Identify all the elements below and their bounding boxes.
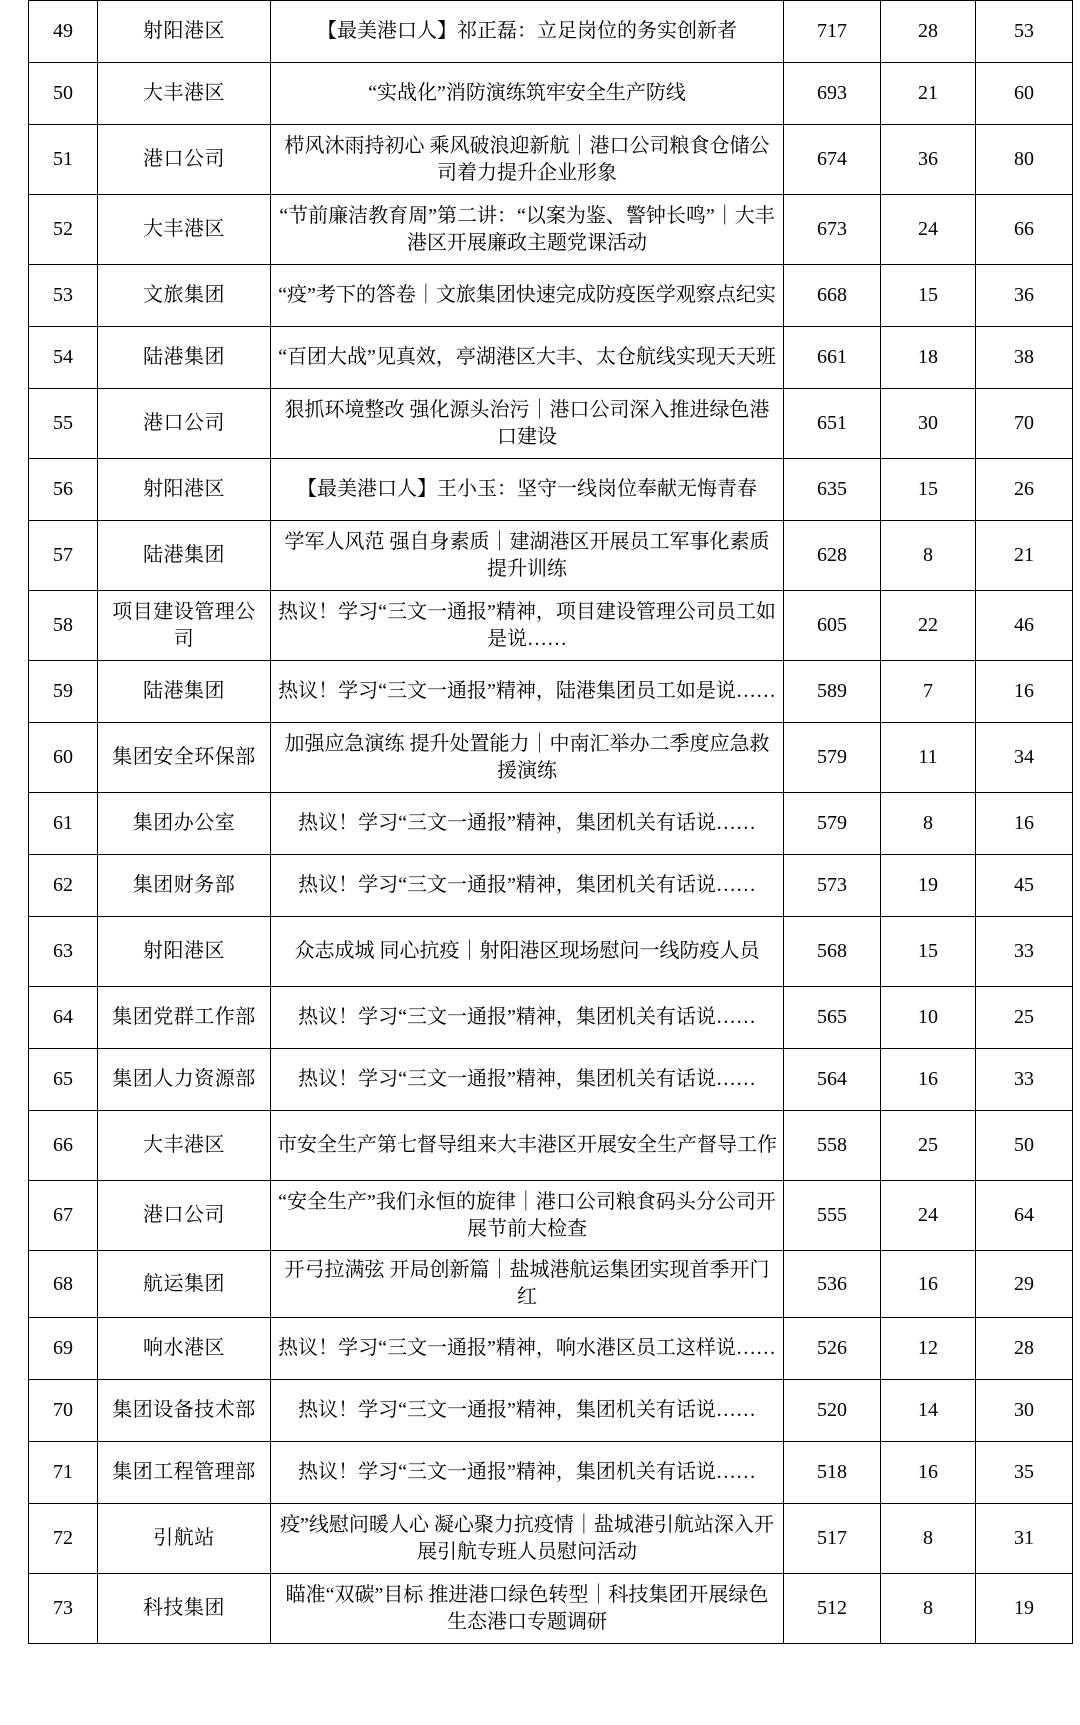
row-reads: 579 — [784, 723, 881, 793]
row-views: 33 — [976, 1049, 1073, 1111]
table-row — [29, 723, 1073, 793]
row-index: 59 — [29, 661, 98, 723]
row-department: 集团办公室 — [98, 793, 271, 855]
row-title: “节前廉洁教育周”第二讲：“以案为鉴、警钟长鸣”｜大丰港区开展廉政主题党课活动 — [271, 195, 784, 265]
table-row — [29, 591, 1073, 661]
row-department: 港口公司 — [98, 1181, 271, 1251]
row-department: 集团党群工作部 — [98, 987, 271, 1049]
row-index: 63 — [29, 917, 98, 987]
row-views: 35 — [976, 1442, 1073, 1504]
row-department: 港口公司 — [98, 389, 271, 459]
row-reads: 717 — [784, 1, 881, 63]
row-views: 28 — [976, 1318, 1073, 1380]
table-row — [29, 1251, 1073, 1318]
row-reads: 674 — [784, 125, 881, 195]
row-department: 射阳港区 — [98, 1, 271, 63]
row-department: 射阳港区 — [98, 459, 271, 521]
row-likes: 30 — [881, 389, 976, 459]
row-reads: 635 — [784, 459, 881, 521]
article-statistics-table — [28, 0, 1073, 1644]
row-title: “百团大战”见真效，亭湖港区大丰、太仓航线实现天天班 — [271, 327, 784, 389]
table-row — [29, 1504, 1073, 1574]
row-title: 【最美港口人】王小玉：坚守一线岗位奉献无悔青春 — [271, 459, 784, 521]
row-department: 集团财务部 — [98, 855, 271, 917]
row-index: 62 — [29, 855, 98, 917]
row-likes: 24 — [881, 1181, 976, 1251]
row-views: 29 — [976, 1251, 1073, 1318]
row-department: 文旅集团 — [98, 265, 271, 327]
row-views: 46 — [976, 591, 1073, 661]
row-department: 航运集团 — [98, 1251, 271, 1318]
row-index: 72 — [29, 1504, 98, 1574]
table-row — [29, 389, 1073, 459]
row-index: 68 — [29, 1251, 98, 1318]
row-views: 38 — [976, 327, 1073, 389]
row-index: 51 — [29, 125, 98, 195]
table-row — [29, 1181, 1073, 1251]
row-likes: 8 — [881, 793, 976, 855]
table-row — [29, 195, 1073, 265]
table-row — [29, 1380, 1073, 1442]
row-department: 集团工程管理部 — [98, 1442, 271, 1504]
row-likes: 28 — [881, 1, 976, 63]
row-title: 热议！学习“三文一通报”精神，集团机关有话说…… — [271, 1049, 784, 1111]
row-reads: 668 — [784, 265, 881, 327]
table-row — [29, 1, 1073, 63]
table-row — [29, 459, 1073, 521]
row-index: 49 — [29, 1, 98, 63]
row-reads: 565 — [784, 987, 881, 1049]
row-views: 70 — [976, 389, 1073, 459]
row-likes: 12 — [881, 1318, 976, 1380]
row-likes: 18 — [881, 327, 976, 389]
row-reads: 558 — [784, 1111, 881, 1181]
row-department: 陆港集团 — [98, 327, 271, 389]
row-views: 36 — [976, 265, 1073, 327]
row-reads: 518 — [784, 1442, 881, 1504]
row-department: 集团人力资源部 — [98, 1049, 271, 1111]
row-reads: 536 — [784, 1251, 881, 1318]
table-row — [29, 1049, 1073, 1111]
row-likes: 15 — [881, 265, 976, 327]
table-body — [29, 1, 1073, 1644]
row-department: 项目建设管理公司 — [98, 591, 271, 661]
row-department: 引航站 — [98, 1504, 271, 1574]
row-department: 科技集团 — [98, 1574, 271, 1644]
row-reads: 589 — [784, 661, 881, 723]
row-likes: 19 — [881, 855, 976, 917]
row-title: 热议！学习“三文一通报”精神，集团机关有话说…… — [271, 793, 784, 855]
table-row — [29, 1442, 1073, 1504]
row-index: 56 — [29, 459, 98, 521]
row-views: 34 — [976, 723, 1073, 793]
row-reads: 661 — [784, 327, 881, 389]
row-title: 热议！学习“三文一通报”精神，响水港区员工这样说…… — [271, 1318, 784, 1380]
row-title: “实战化”消防演练筑牢安全生产防线 — [271, 63, 784, 125]
row-likes: 24 — [881, 195, 976, 265]
row-likes: 36 — [881, 125, 976, 195]
row-index: 52 — [29, 195, 98, 265]
row-likes: 16 — [881, 1049, 976, 1111]
row-title: “疫”考下的答卷｜文旅集团快速完成防疫医学观察点纪实 — [271, 265, 784, 327]
row-department: 大丰港区 — [98, 63, 271, 125]
row-reads: 517 — [784, 1504, 881, 1574]
row-likes: 8 — [881, 521, 976, 591]
table-row — [29, 1318, 1073, 1380]
row-title: 热议！学习“三文一通报”精神，集团机关有话说…… — [271, 1380, 784, 1442]
row-views: 16 — [976, 793, 1073, 855]
row-likes: 16 — [881, 1251, 976, 1318]
row-index: 61 — [29, 793, 98, 855]
row-index: 50 — [29, 63, 98, 125]
row-reads: 673 — [784, 195, 881, 265]
row-reads: 568 — [784, 917, 881, 987]
row-title: 【最美港口人】祁正磊：立足岗位的务实创新者 — [271, 1, 784, 63]
row-likes: 25 — [881, 1111, 976, 1181]
row-reads: 628 — [784, 521, 881, 591]
row-index: 64 — [29, 987, 98, 1049]
row-index: 54 — [29, 327, 98, 389]
row-title: 热议！学习“三文一通报”精神，项目建设管理公司员工如是说…… — [271, 591, 784, 661]
row-reads: 520 — [784, 1380, 881, 1442]
row-views: 25 — [976, 987, 1073, 1049]
row-department: 集团安全环保部 — [98, 723, 271, 793]
row-index: 71 — [29, 1442, 98, 1504]
row-title: 众志成城 同心抗疫｜射阳港区现场慰问一线防疫人员 — [271, 917, 784, 987]
row-reads: 573 — [784, 855, 881, 917]
row-index: 65 — [29, 1049, 98, 1111]
row-title: 学军人风范 强自身素质｜建湖港区开展员工军事化素质提升训练 — [271, 521, 784, 591]
row-title: 开弓拉满弦 开局创新篇｜盐城港航运集团实现首季开门红 — [271, 1251, 784, 1318]
table-row — [29, 1574, 1073, 1644]
row-views: 31 — [976, 1504, 1073, 1574]
row-reads: 526 — [784, 1318, 881, 1380]
row-views: 26 — [976, 459, 1073, 521]
row-title: 加强应急演练 提升处置能力｜中南汇举办二季度应急救援演练 — [271, 723, 784, 793]
row-title: 瞄准“双碳”目标 推进港口绿色转型｜科技集团开展绿色生态港口专题调研 — [271, 1574, 784, 1644]
row-views: 66 — [976, 195, 1073, 265]
table-row — [29, 855, 1073, 917]
row-title: 热议！学习“三文一通报”精神，集团机关有话说…… — [271, 1442, 784, 1504]
row-reads: 555 — [784, 1181, 881, 1251]
row-views: 21 — [976, 521, 1073, 591]
row-index: 53 — [29, 265, 98, 327]
row-index: 69 — [29, 1318, 98, 1380]
row-views: 50 — [976, 1111, 1073, 1181]
table-row — [29, 661, 1073, 723]
row-likes: 7 — [881, 661, 976, 723]
row-likes: 15 — [881, 459, 976, 521]
table-row — [29, 327, 1073, 389]
row-reads: 651 — [784, 389, 881, 459]
row-reads: 605 — [784, 591, 881, 661]
row-index: 67 — [29, 1181, 98, 1251]
row-views: 16 — [976, 661, 1073, 723]
row-department: 港口公司 — [98, 125, 271, 195]
table-row — [29, 987, 1073, 1049]
row-reads: 579 — [784, 793, 881, 855]
row-views: 45 — [976, 855, 1073, 917]
row-likes: 21 — [881, 63, 976, 125]
row-index: 58 — [29, 591, 98, 661]
row-index: 73 — [29, 1574, 98, 1644]
row-department: 大丰港区 — [98, 195, 271, 265]
row-index: 66 — [29, 1111, 98, 1181]
row-likes: 8 — [881, 1504, 976, 1574]
row-likes: 11 — [881, 723, 976, 793]
table-row — [29, 125, 1073, 195]
row-reads: 693 — [784, 63, 881, 125]
row-title: 狠抓环境整改 强化源头治污｜港口公司深入推进绿色港口建设 — [271, 389, 784, 459]
row-likes: 22 — [881, 591, 976, 661]
row-index: 60 — [29, 723, 98, 793]
row-views: 53 — [976, 1, 1073, 63]
table-row — [29, 265, 1073, 327]
row-views: 80 — [976, 125, 1073, 195]
row-department: 大丰港区 — [98, 1111, 271, 1181]
row-title: 热议！学习“三文一通报”精神，集团机关有话说…… — [271, 987, 784, 1049]
row-department: 陆港集团 — [98, 661, 271, 723]
row-title: “安全生产”我们永恒的旋律｜港口公司粮食码头分公司开展节前大检查 — [271, 1181, 784, 1251]
row-reads: 564 — [784, 1049, 881, 1111]
row-index: 70 — [29, 1380, 98, 1442]
row-views: 33 — [976, 917, 1073, 987]
row-views: 60 — [976, 63, 1073, 125]
row-likes: 16 — [881, 1442, 976, 1504]
row-likes: 15 — [881, 917, 976, 987]
row-department: 集团设备技术部 — [98, 1380, 271, 1442]
table-row — [29, 63, 1073, 125]
table-row — [29, 521, 1073, 591]
row-department: 射阳港区 — [98, 917, 271, 987]
row-title: 热议！学习“三文一通报”精神，集团机关有话说…… — [271, 855, 784, 917]
row-likes: 10 — [881, 987, 976, 1049]
row-reads: 512 — [784, 1574, 881, 1644]
row-department: 响水港区 — [98, 1318, 271, 1380]
row-title: 市安全生产第七督导组来大丰港区开展安全生产督导工作 — [271, 1111, 784, 1181]
row-department: 陆港集团 — [98, 521, 271, 591]
row-title: 栉风沐雨持初心 乘风破浪迎新航｜港口公司粮食仓储公司着力提升企业形象 — [271, 125, 784, 195]
row-title: 疫”线慰问暖人心 凝心聚力抗疫情｜盐城港引航站深入开展引航专班人员慰问活动 — [271, 1504, 784, 1574]
table-row — [29, 793, 1073, 855]
row-views: 30 — [976, 1380, 1073, 1442]
row-views: 19 — [976, 1574, 1073, 1644]
row-index: 57 — [29, 521, 98, 591]
row-views: 64 — [976, 1181, 1073, 1251]
row-index: 55 — [29, 389, 98, 459]
table-row — [29, 917, 1073, 987]
table-row — [29, 1111, 1073, 1181]
row-likes: 14 — [881, 1380, 976, 1442]
row-likes: 8 — [881, 1574, 976, 1644]
row-title: 热议！学习“三文一通报”精神，陆港集团员工如是说…… — [271, 661, 784, 723]
